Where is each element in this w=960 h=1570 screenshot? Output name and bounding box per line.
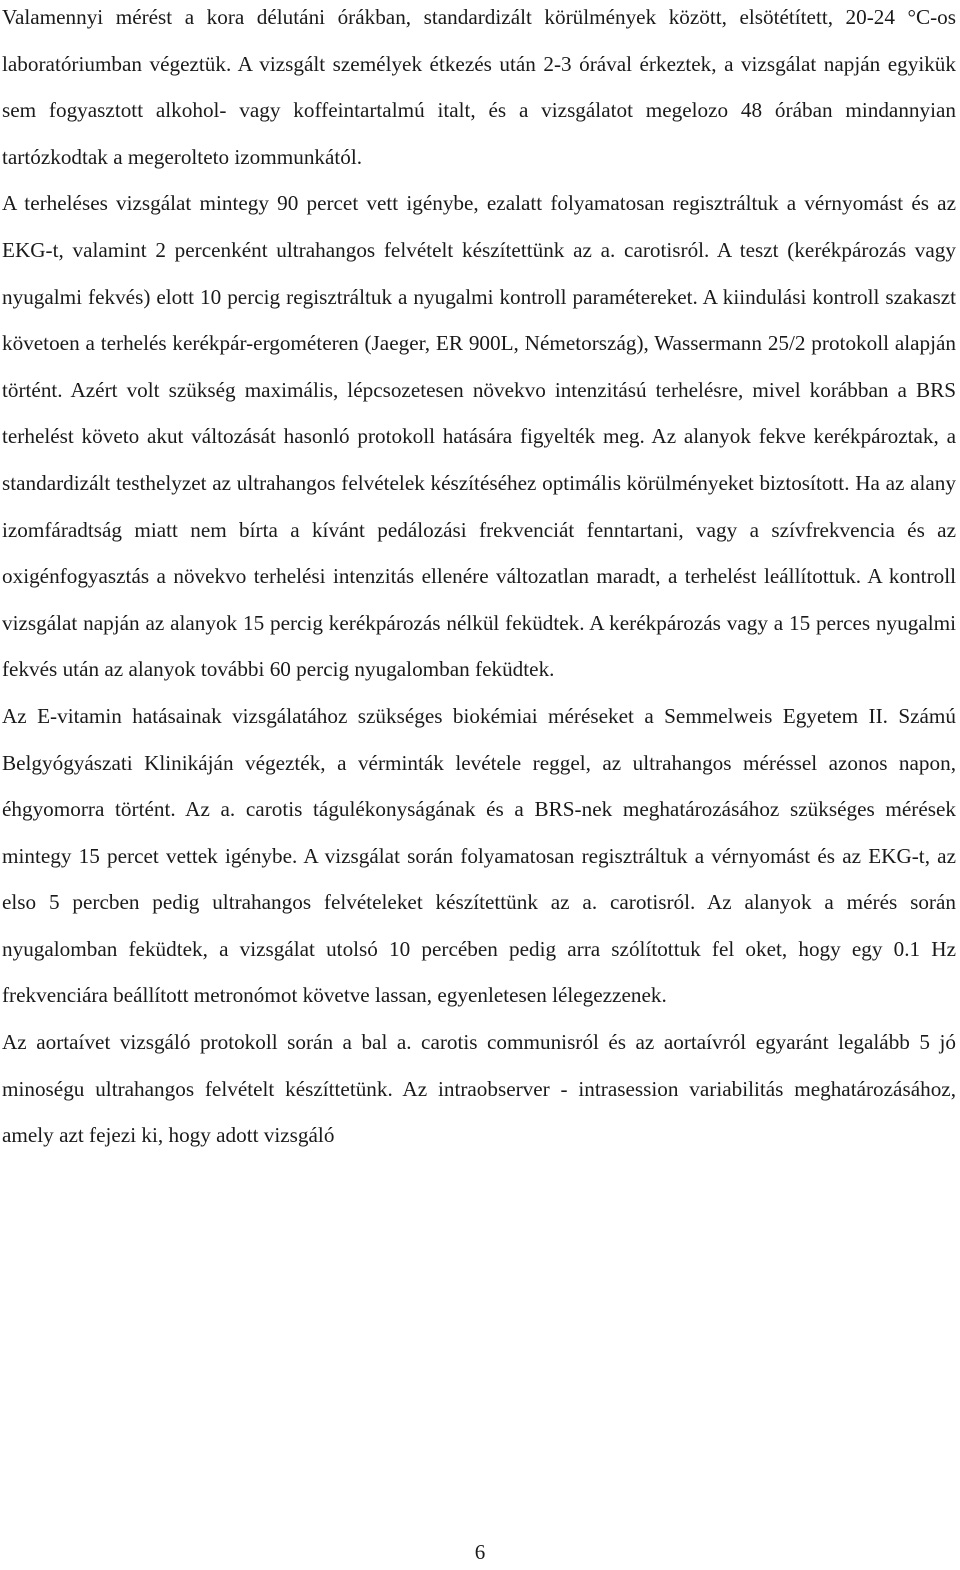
paragraph-aortic-arch-protocol: Az aortaívet vizsgáló protokoll során a bal a. carotis communisról és az aortaívról egyaránt legalább 5 jó minoségu ultrahangos felvételt készíttetünk. Az intraobserver - intrasession variabilitás meghatározásához, amely azt fejezi ki, hogy adott vizsgáló [2, 1030, 956, 1148]
paragraph-exercise-test-protocol: A terheléses vizsgálat mintegy 90 percet vett igénybe, ezalatt folyamatosan regisztráltuk a vérnyomást és az EKG-t, valamint 2 percenként ultrahangos felvételt készítettünk az a. carotisról. A teszt (kerékpározás vagy nyugalmi fekvés) elott 10 percig regisztráltuk a nyugalmi kontroll paramétereket. A kiindulási kontroll szakaszt követoen a terhelés kerékpár-ergométeren (Jaeger, ER 900L, Németország), Wassermann 25/2 protokoll alapján történt. Azért volt szükség maximális, lépcsozetesen növekvo intenzitású terhelésre, mivel korábban a BRS terhelést követo akut változását hasonló protokoll hatására figyelték meg. Az alanyok fekve kerékpároztak, a standardizált testhelyzet az ultrahangos felvételek készítéséhez optimális körülményeket biztosított. Ha az alany izomfáradtság miatt nem bírta a kívánt pedálozási frekvenciát fenntartani, vagy a szívfrekvencia és az oxigénfogyasztás a növekvo terhelési intenzitás ellenére változatlan maradt, a terhelést leállítottuk. A kontroll vizsgálat napján az alanyok 15 percig kerékpározás nélkül feküdtek. A kerékpározás vagy a 15 perces nyugalmi fekvés után az alanyok további 60 percig nyugalomban feküdtek. [2, 191, 956, 682]
paragraph-vitamin-e-measurements: Az E-vitamin hatásainak vizsgálatához szükséges biokémiai méréseket a Semmelweis Egyetem II. Számú Belgyógyászati Klinikáján végezték, a vérminták levétele reggel, az ultrahangos méréssel azonos napon, éhgyomorra történt. Az a. carotis tágulékonyságának és a BRS-nek meghatározásához szükséges mérések mintegy 15 percet vettek igénybe. A vizsgálat során folyamatosan regisztráltuk a vérnyomást és az EKG-t, az elso 5 percben pedig ultrahangos felvételeket készítettünk az a. carotisról. Az alanyok a mérés során nyugalomban feküdtek, a vizsgálat utolsó 10 percében pedig arra szólítottuk fel oket, hogy egy 0.1 Hz frekvenciára beállított metronómot követve lassan, egyenletesen lélegezzenek. [2, 703, 956, 1008]
paragraph-measurement-conditions: Valamennyi mérést a kora délutáni órákban, standardizált körülmények között, elsötétített, 20-24 °C-os laboratóriumban végeztük. A vizsgált személyek étkezés után 2-3 órával érkeztek, a vizsgálat napján egyikük sem fogyasztott alkohol- vagy koffeintartalmú italt, és a vizsgálatot megelozo 48 órában mindannyian tartózkodtak a megerolteto izommunkától. [2, 5, 956, 169]
body-text [2, 0, 956, 1159]
page-number: 6 [474, 1540, 486, 1564]
